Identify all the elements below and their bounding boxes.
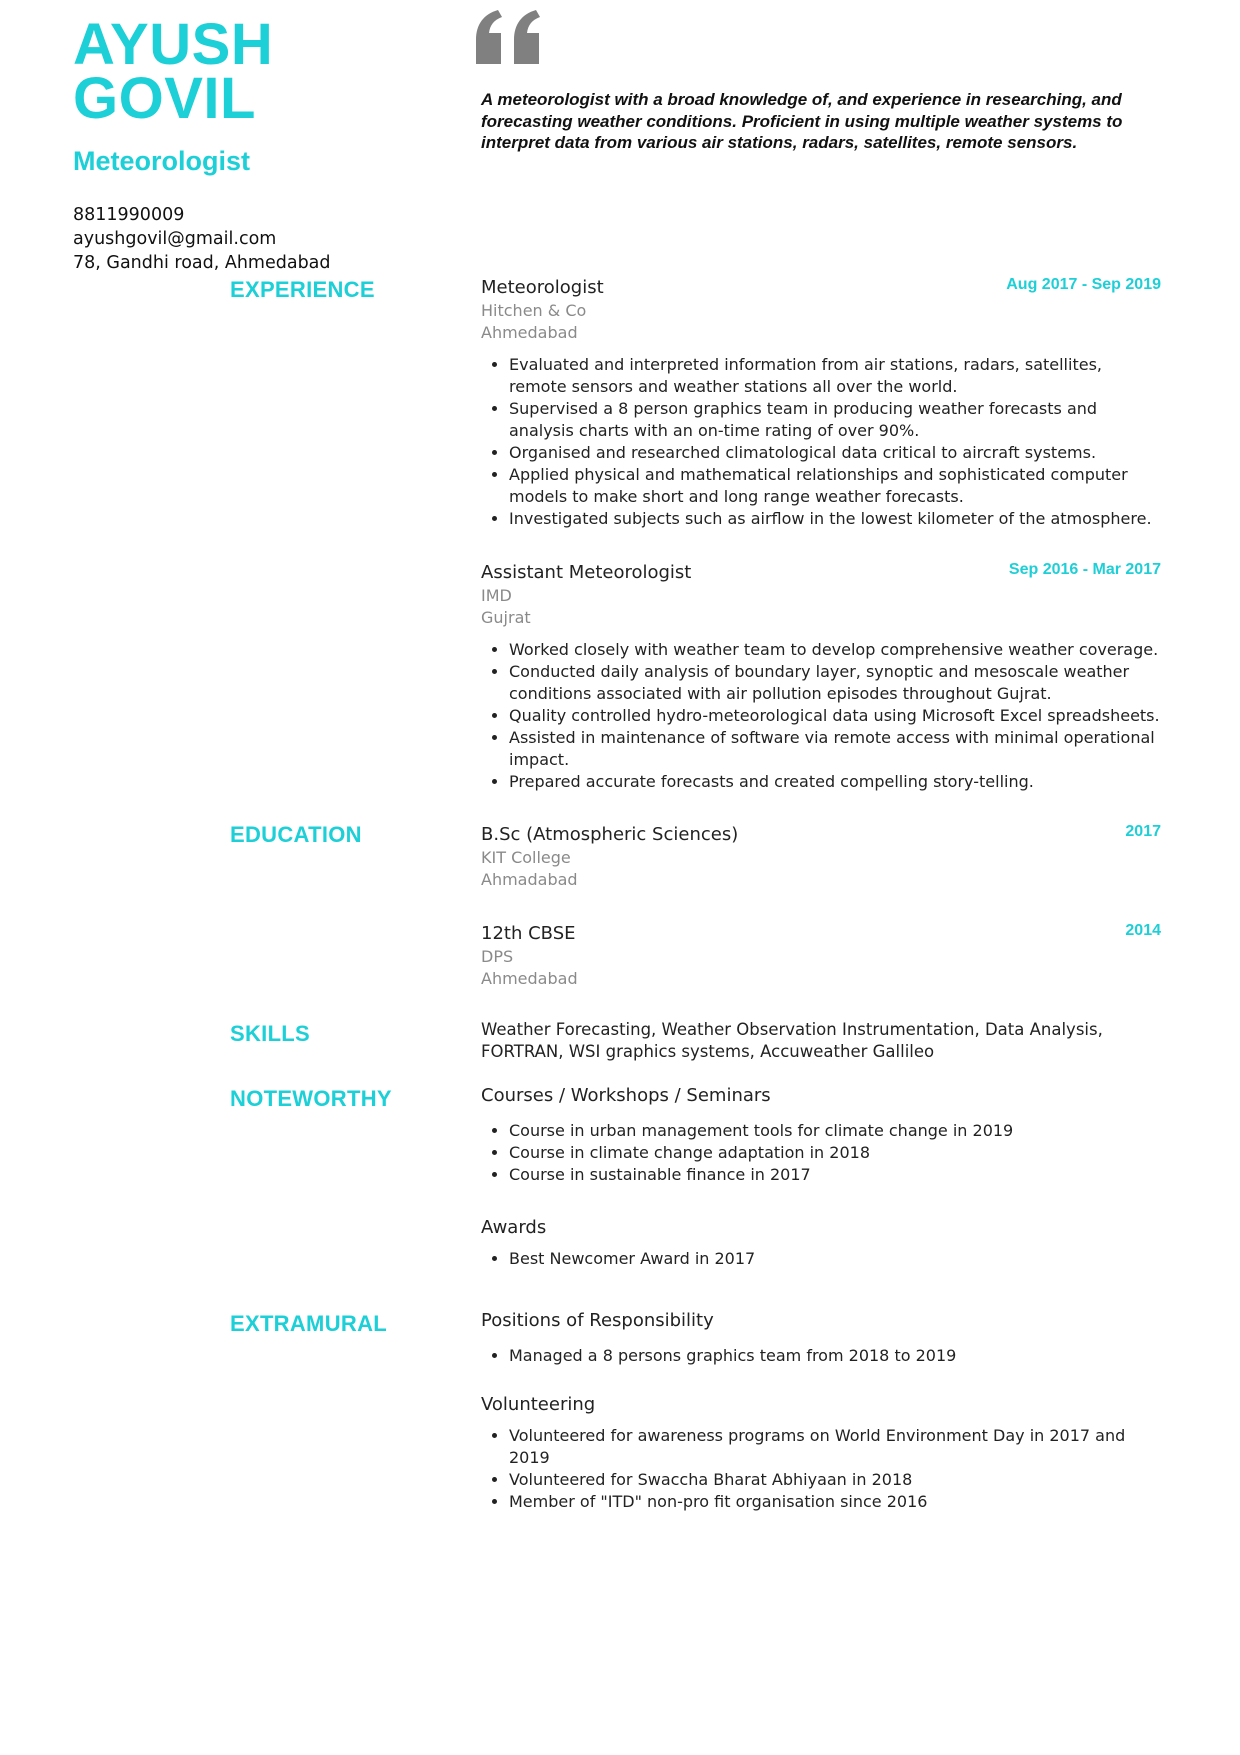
awards-heading: Awards (481, 1217, 547, 1238)
job-location: Ahmedabad (481, 323, 578, 342)
section-heading-skills: SKILLS (230, 1021, 311, 1046)
position-title: Assistant Meteorologist (481, 562, 692, 583)
list-item: • Managed a 8 persons graphics team from 2018 to 2019 (509, 1345, 1161, 1367)
volunteering-list (481, 1425, 1161, 1513)
awards-list (481, 1248, 1161, 1270)
list-item: • Investigated subjects such as airflow in the lowest kilometer of the atmosphere. (509, 508, 1161, 530)
list-item: • Best Newcomer Award in 2017 (509, 1248, 1161, 1270)
list-item: • Supervised a 8 person graphics team in producing weather forecasts and analysis charts with an on-time rating of over 90%. (509, 398, 1161, 442)
responsibility-list (481, 354, 1161, 530)
experience-entry (481, 561, 1161, 793)
position-title: Meteorologist (481, 277, 604, 298)
date-range: Sep 2016 - Mar 2017 (1008, 561, 1161, 578)
email-address: ayushgovil@gmail.com (73, 229, 277, 249)
school-name: DPS (481, 947, 514, 966)
list-item: • Conducted daily analysis of boundary layer, synoptic and mesoscale weather conditions associated with air pollution episodes throughout Gujrat. (509, 661, 1161, 705)
list-item: • Worked closely with weather team to develop comprehensive weather coverage. (509, 639, 1161, 661)
degree-name: 12th CBSE (481, 923, 576, 944)
skills-block (481, 1019, 1161, 1063)
contact-info (73, 203, 331, 275)
list-item: • Course in sustainable finance in 2017 (509, 1164, 1161, 1186)
list-item: • Course in climate change adaptation in 2018 (509, 1142, 1161, 1164)
company-name: IMD (481, 586, 512, 605)
experience-entry (481, 276, 1161, 530)
section-heading-extramural: EXTRAMURAL (230, 1311, 387, 1336)
school-location: Ahmadabad (481, 870, 578, 889)
education-entry (481, 823, 1161, 891)
degree-name: B.Sc (Atmospheric Sciences) (481, 824, 739, 845)
list-item: • Volunteered for awareness programs on World Environment Day in 2017 and 2019 (509, 1425, 1161, 1469)
responsibility-list (481, 639, 1161, 793)
noteworthy-block (481, 1084, 1161, 1270)
positions-heading: Positions of Responsibility (481, 1310, 714, 1331)
list-item: • Member of "ITD" non-pro fit organisation since 2016 (509, 1491, 1161, 1513)
courses-list (481, 1120, 1161, 1186)
date-range: Aug 2017 - Sep 2019 (1006, 276, 1161, 293)
list-item: • Volunteered for Swaccha Bharat Abhiyaan in 2018 (509, 1469, 1161, 1491)
section-heading-experience: EXPERIENCE (230, 277, 375, 302)
list-item: • Evaluated and interpreted information from air stations, radars, satellites, remote sensors and weather stations all over the world. (509, 354, 1161, 398)
volunteering-heading: Volunteering (481, 1394, 596, 1415)
list-item: • Organised and researched climatological data critical to aircraft systems. (509, 442, 1161, 464)
school-name: KIT College (481, 848, 571, 867)
phone-number: 8811990009 (73, 205, 185, 225)
job-title: Meteorologist (73, 146, 251, 176)
candidate-name (73, 12, 274, 131)
education-entry (481, 922, 1161, 990)
extramural-block (481, 1309, 1161, 1513)
list-item: • Prepared accurate forecasts and created compelling story-telling. (509, 771, 1161, 793)
list-item: • Quality controlled hydro-meteorological data using Microsoft Excel spreadsheets. (509, 705, 1161, 727)
courses-heading: Courses / Workshops / Seminars (481, 1085, 771, 1106)
company-name: Hitchen & Co (481, 301, 587, 320)
graduation-year: 2017 (1125, 823, 1161, 840)
section-heading-education: EDUCATION (230, 822, 362, 847)
positions-list (481, 1345, 1161, 1367)
postal-address: 78, Gandhi road, Ahmedabad (73, 253, 331, 273)
last-name: GOVIL (73, 66, 256, 131)
list-item: • Assisted in maintenance of software via remote access with minimal operational impact. (509, 727, 1161, 771)
section-heading-noteworthy: NOTEWORTHY (230, 1086, 392, 1111)
job-location: Gujrat (481, 608, 531, 627)
quote-icon (474, 6, 546, 68)
profile-summary: A meteorologist with a broad knowledge of, and experience in researching, and forecasting weather conditions. Proficient in using multiple weather systems to interpret data from various air stations, radars, satellites, remote sensors. (481, 90, 1123, 152)
first-name: AYUSH (73, 12, 274, 77)
list-item: • Course in urban management tools for climate change in 2019 (509, 1120, 1161, 1142)
list-item: • Applied physical and mathematical relationships and sophisticated computer models to make short and long range weather forecasts. (509, 464, 1161, 508)
skills-list: Weather Forecasting, Weather Observation Instrumentation, Data Analysis, FORTRAN, WSI graphics systems, Accuweather Gallileo (481, 1020, 1103, 1061)
school-location: Ahmedabad (481, 969, 578, 988)
graduation-year: 2014 (1125, 922, 1161, 939)
